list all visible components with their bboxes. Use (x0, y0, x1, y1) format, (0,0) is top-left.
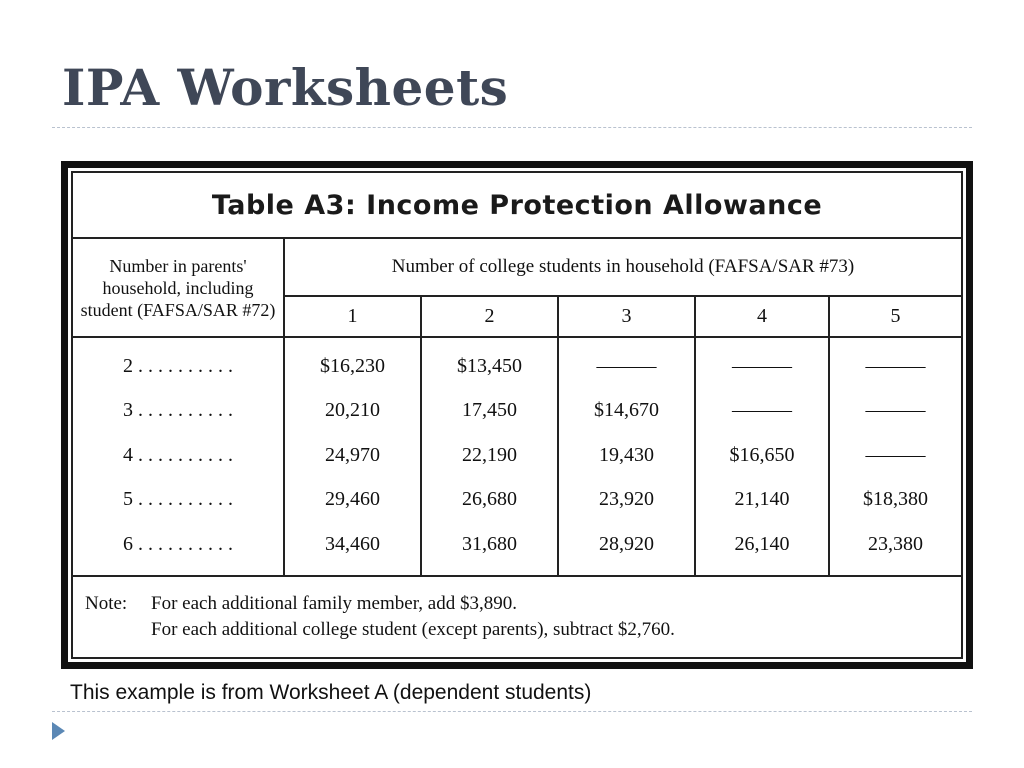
table-cell: 17,450 (462, 399, 517, 422)
table-cell: 19,430 (599, 443, 654, 466)
table-cell: $18,380 (863, 488, 928, 511)
table-cell: ——— (865, 443, 926, 466)
data-column-2 (422, 338, 559, 575)
title-divider (52, 127, 972, 128)
note-line: For each additional family member, add $3,890. (151, 593, 517, 614)
table-cell: $16,230 (320, 354, 385, 377)
table-inner-frame (67, 167, 967, 663)
table-cell: ——— (865, 399, 926, 422)
ipa-table (71, 171, 963, 659)
table-grid (73, 239, 961, 577)
table-cell: 26,140 (734, 532, 790, 555)
slide-caption: This example is from Worksheet A (dependent students) (70, 681, 592, 704)
table-cell: 24,970 (325, 443, 380, 466)
row-header-values (73, 338, 283, 575)
note-lines (151, 591, 675, 657)
table-cell: 21,140 (734, 488, 790, 511)
column-number: 2 (422, 297, 559, 336)
table-cell: ——— (732, 354, 792, 377)
table-note (73, 577, 961, 657)
table-cell: ——— (732, 399, 792, 422)
row-label: 6 . . . . . . . . . . (123, 532, 233, 555)
column-number: 3 (559, 297, 696, 336)
data-column-3 (559, 338, 696, 575)
data-column-5 (830, 338, 961, 575)
table-cell: 34,460 (325, 532, 380, 555)
table-cell: 29,460 (325, 488, 380, 511)
table-cell: 26,680 (462, 488, 517, 511)
column-number: 1 (285, 297, 422, 336)
table-cell: 28,920 (599, 532, 654, 555)
data-body (285, 338, 961, 575)
table-cell: $16,650 (729, 443, 795, 466)
row-header-column (73, 239, 285, 575)
table-cell: ——— (596, 354, 657, 377)
slide-title: IPA Worksheets (62, 58, 509, 117)
column-number: 5 (890, 305, 901, 327)
bottom-divider (52, 711, 972, 712)
table-cell: 20,210 (325, 399, 380, 422)
column-number: 4 (696, 297, 830, 336)
note-line: For each additional college student (except parents), subtract $2,760. (151, 619, 675, 640)
column-number-row (285, 297, 961, 338)
data-column-4 (696, 338, 830, 575)
table-cell: 23,380 (868, 532, 923, 555)
row-label: 5 . . . . . . . . . . (123, 488, 233, 511)
data-column-1 (285, 338, 422, 575)
table-cell: 31,680 (462, 532, 517, 555)
row-label: 4 . . . . . . . . . . (123, 443, 233, 466)
ipa-table-image (61, 161, 973, 669)
table-cell: 22,190 (462, 443, 517, 466)
column-group-label: Number of college students in household (FAFSA/SAR #73) (285, 239, 961, 297)
row-label: 3 . . . . . . . . . . (123, 399, 233, 422)
triangle-bullet-icon (52, 722, 65, 740)
note-prefix: Note: (85, 593, 128, 614)
row-header-label: Number in parents' household, including student (FAFSA/SAR #72) (73, 239, 283, 338)
row-label: 2 . . . . . . . . . . (123, 354, 233, 377)
table-heading: Table A3: Income Protection Allowance (73, 173, 961, 239)
data-side (285, 239, 961, 575)
table-cell: 23,920 (599, 488, 654, 511)
table-cell: $14,670 (594, 399, 659, 422)
table-cell: ——— (865, 354, 926, 377)
table-cell: $13,450 (457, 354, 522, 377)
